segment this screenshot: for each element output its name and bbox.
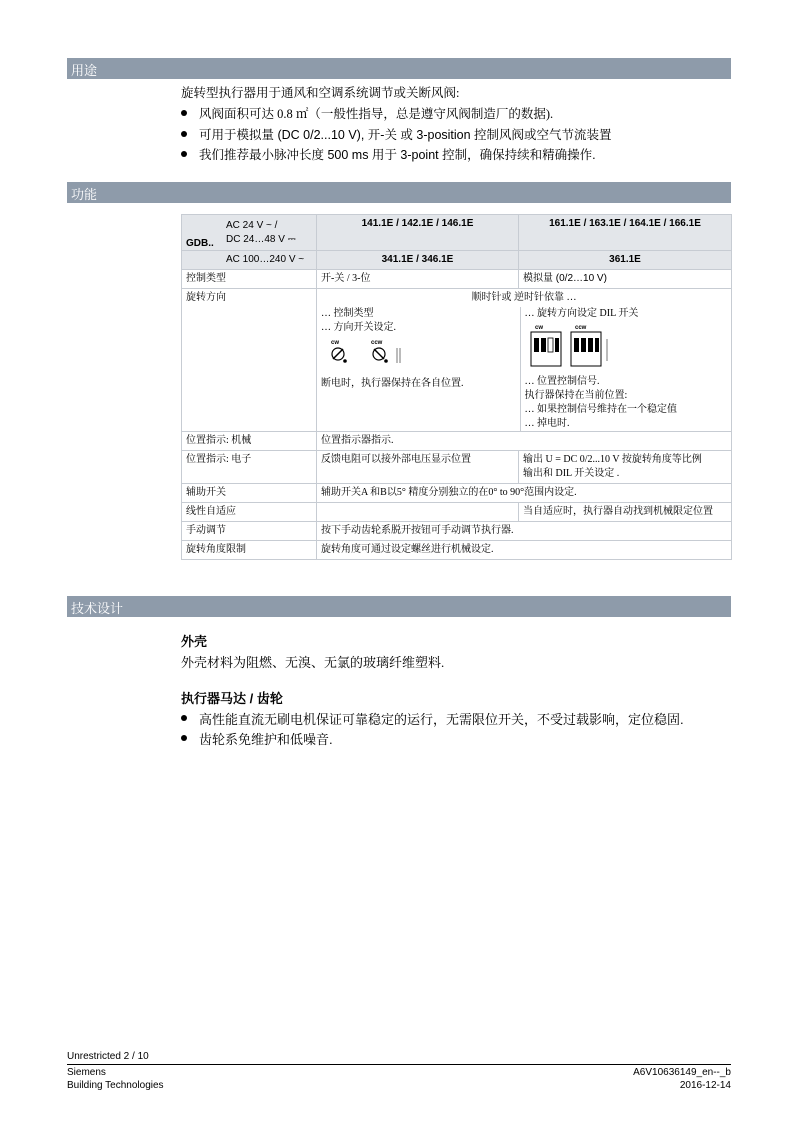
rot-text: … 方向开关设定.	[321, 322, 396, 333]
row-label: 控制类型	[182, 270, 317, 289]
section-header-design	[67, 596, 731, 617]
rot-text: 执行器保持在当前位置:	[524, 390, 628, 401]
section-title: 功能	[71, 187, 98, 202]
housing-text: 外壳材料为阻燃、无溴、无氯的玻璃纤维塑料.	[181, 655, 445, 670]
cell: 位置指示器指示.	[317, 432, 732, 451]
usage-bullet-text: 可用于模拟量 (DC 0/2...10 V), 开-关 或 3-position 控制风阀或空气节流装置	[199, 128, 612, 142]
cell	[317, 503, 519, 522]
row-label: 辅助开关	[182, 484, 317, 503]
rot-text: … 控制类型	[321, 308, 374, 319]
cell-line: 输出 U = DC 0/2...10 V 按旋转角度等比例	[523, 454, 702, 465]
bullet-dot	[181, 110, 187, 116]
motor-title: 执行器马达 / 齿轮	[181, 691, 283, 706]
table-row	[182, 270, 732, 289]
rotation-span-text: 顺时针或 逆时针依靠 …	[471, 292, 577, 303]
bullet-dot	[181, 131, 187, 137]
gdb-label: GDB..	[186, 238, 214, 249]
ccw-label: ccw	[371, 340, 383, 346]
footer-info	[67, 1065, 731, 1093]
footer	[67, 1051, 731, 1093]
bullet-dot	[181, 735, 187, 741]
table-row	[182, 289, 732, 432]
cw-label: cw	[331, 340, 340, 346]
row-label: 位置指示: 机械	[182, 432, 317, 451]
usage-bullet-text: 我们推荐最小脉冲长度 500 ms 用于 3-point 控制，确保持续和精确操作.	[199, 148, 596, 162]
rotation-right	[520, 307, 731, 431]
section-header-function	[67, 182, 731, 203]
row-label: 线性自适应	[182, 503, 317, 522]
section-title: 技术设计	[71, 601, 124, 616]
cell: 旋转角度可通过设定螺丝进行机械设定.	[317, 541, 732, 560]
table-row	[182, 503, 732, 522]
row-label: 旋转方向	[182, 289, 317, 432]
section-header-usage	[67, 58, 731, 79]
voltage-1: AC 24 V ~ /	[226, 220, 278, 231]
table-row	[182, 432, 732, 451]
table-header-row	[182, 251, 732, 270]
rot-text: … 如果控制信号维持在一个稳定值	[524, 404, 678, 415]
cell: 反馈电阻可以接外部电压显示位置	[317, 451, 519, 484]
row-label: 旋转角度限制	[182, 541, 317, 560]
cell: 模拟量 (0/2…10 V)	[519, 270, 732, 289]
model-header: 341.1E / 346.1E	[317, 251, 519, 270]
rotation-cell	[317, 289, 732, 432]
company: Siemens	[67, 1067, 106, 1078]
document-date: 2016-12-14	[679, 1080, 731, 1091]
function-table	[181, 214, 732, 560]
rot-text: … 掉电时.	[524, 418, 570, 429]
direction-switch-icon	[327, 337, 417, 373]
cell	[519, 451, 732, 484]
model-header: 141.1E / 142.1E / 146.1E	[317, 215, 519, 251]
section-title: 用途	[71, 63, 98, 78]
row-label: 位置指示: 电子	[182, 451, 317, 484]
table-row	[182, 451, 732, 484]
table-row	[182, 541, 732, 560]
table-header-row	[182, 215, 732, 251]
cw-label: cw	[534, 325, 543, 331]
bullet-dot	[181, 151, 187, 157]
cell: 当自适应时，执行器自动找到机械限定位置	[519, 503, 732, 522]
housing-title: 外壳	[181, 634, 208, 649]
model-header: 361.1E	[519, 251, 732, 270]
table-row	[182, 484, 732, 503]
model-header: 161.1E / 163.1E / 164.1E / 166.1E	[519, 215, 732, 251]
motor-bullet-text: 齿轮系免维护和低噪音.	[199, 732, 333, 747]
division: Building Technologies	[67, 1080, 164, 1091]
rot-text: … 旋转方向设定 DIL 开关	[524, 308, 639, 319]
table-row	[182, 522, 732, 541]
cell-line: 输出和 DIL 开关设定 .	[523, 468, 620, 479]
gdb-voltage-cell	[182, 215, 317, 251]
cell: 按下手动齿轮系脱开按钮可手动调节执行器.	[317, 522, 732, 541]
rot-text: 断电时，执行器保持在各自位置.	[321, 378, 464, 389]
rot-text: … 位置控制信号.	[524, 376, 600, 387]
motor-bullet-text: 高性能直流无刷电机保证可靠稳定的运行，无需限位开关，不受过载影响，定位稳固.	[199, 712, 684, 727]
ccw-label: ccw	[574, 325, 586, 331]
cell: 辅助开关A 和B以5° 精度分别独立的在0° to 90°范围内设定.	[317, 484, 732, 503]
usage-bullet-text: 风阀面积可达 0.8 ㎡（一般性指导，总是遵守风阀制造厂的数据).	[199, 107, 554, 121]
rotation-left	[317, 307, 520, 431]
cell: 开-关 / 3-位	[317, 270, 519, 289]
voltage-2: DC 24…48 V ⎓	[226, 234, 296, 245]
voltage-3: AC 100…240 V ~	[182, 251, 317, 270]
page-number: Unrestricted 2 / 10	[67, 1051, 149, 1062]
rotation-sub	[317, 307, 731, 431]
dil-switch-icon	[529, 323, 619, 371]
document-id: A6V10636149_en--_b	[633, 1067, 731, 1078]
bullet-dot	[181, 715, 187, 721]
row-label: 手动调节	[182, 522, 317, 541]
usage-intro: 旋转型执行器用于通风和空调系统调节或关断风阀:	[181, 86, 460, 100]
